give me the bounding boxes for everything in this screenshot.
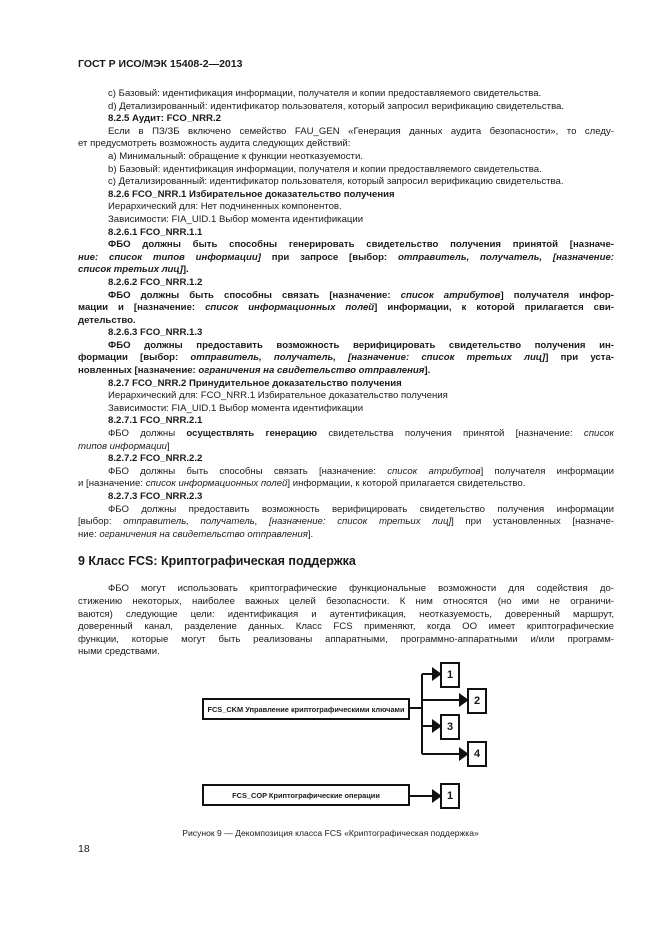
text-span: ]. xyxy=(424,365,431,377)
text-span: ]. xyxy=(307,528,314,540)
decomposition-diagram xyxy=(200,650,500,820)
family-box-fcs-ckm: FCS_CKM Управление криптографическими ключами xyxy=(202,698,410,720)
text-span: список атрибутов xyxy=(400,289,501,301)
page-number: 18 xyxy=(78,843,90,855)
section-title: 9 Класс FCS: Криптографическая поддержка xyxy=(78,554,356,569)
element-heading: 8.2.6.3 FCO_NRR.1.3 xyxy=(108,327,203,339)
text-line: Зависимости: FIA_UID.1 Выбор момента идентификации xyxy=(108,213,364,225)
text-span: ] получателя информации xyxy=(480,465,614,477)
text-span: [выбор: xyxy=(78,516,124,528)
text-line: ет предусмотреть возможность аудита следующих действий: xyxy=(78,138,351,150)
text-line: ФБО могут использовать криптографические функциональные возможности для содействия до- xyxy=(108,583,614,595)
text-span: список третьих лиц] xyxy=(78,264,183,276)
text-span: отправитель, получатель, [назначение: список третьих лиц] xyxy=(190,352,546,364)
text-line xyxy=(78,252,614,265)
subsection-heading: 8.2.7 FCO_NRR.2 Принудительное доказательство получения xyxy=(108,377,402,389)
text-line xyxy=(78,529,614,542)
text-span: ограничения на свидетельство отправления xyxy=(99,528,308,540)
text-line: b) Базовый: идентификация информации, получателя и копии предоставляемого свидетельства. xyxy=(108,163,542,175)
text-span: мации и [назначение: xyxy=(78,302,206,314)
element-heading: 8.2.7.3 FCO_NRR.2.3 xyxy=(108,491,203,502)
text-line xyxy=(78,264,614,277)
element-heading: 8.2.7.2 FCO_NRR.2.2 xyxy=(108,453,203,465)
element-heading: 8.2.7.1 FCO_NRR.2.1 xyxy=(108,415,203,427)
subsection-heading: 8.2.5 Аудит: FCO_NRR.2 xyxy=(108,113,221,125)
text-line: a) Минимальный: обращение к функции неотказуемости. xyxy=(108,150,363,162)
text-line: ФБО должны быть способны генерировать свидетельство получения принятой [назначе- xyxy=(108,239,614,251)
text-span: отправитель, получатель, [назначение: список третьих лиц] xyxy=(123,516,452,528)
text-line: Если в ПЗ/ЗБ включено семейство FAU_GEN «Генерация данных аудита безопасности», то следу- xyxy=(108,125,614,137)
text-span: ограничения на свидетельство отправления xyxy=(198,365,425,377)
text-line: ваются) следующие цели: идентификация и аутентификация, неотказуемость, доверенный маршрут, xyxy=(78,608,614,620)
text-span: свидетельства получения принятой [назначение: xyxy=(317,428,584,440)
text-line: ными средствами. xyxy=(78,646,160,658)
text-line: детельство. xyxy=(78,314,136,326)
text-line: доверенный канал, разделение данных. Класс FCS применяют, когда ОО имеет криптографические xyxy=(78,621,614,633)
text-line xyxy=(78,290,614,303)
text-span: и [назначение: xyxy=(78,478,146,490)
component-box-4: 4 xyxy=(467,741,487,767)
text-line xyxy=(78,365,614,378)
text-line: Зависимости: FIA_UID.1 Выбор момента идентификации xyxy=(108,402,364,414)
figure-caption: Рисунок 9 — Декомпозиция класса FCS «Криптографическая поддержка» xyxy=(182,828,479,838)
text-line: Иерархический для: FCO_NRR.1 Избирательное доказательство получения xyxy=(108,390,448,402)
text-span: ]. xyxy=(182,264,189,276)
component-box-2: 2 xyxy=(467,688,487,714)
family-box-fcs-cop: FCS_COP Криптографические операции xyxy=(202,784,410,806)
text-line: стижению некоторых, наиболее важных целей безопасности. К ним относятся (но ими не ограничи- xyxy=(78,595,614,607)
text-line: d) Детализированный: идентификатор пользователя, который запросил верификацию свидетельства. xyxy=(108,100,565,112)
page-header: ГОСТ Р ИСО/МЭК 15408-2—2013 xyxy=(78,58,243,70)
text-span: формации [выбор: xyxy=(78,352,191,364)
text-span: список xyxy=(583,428,614,440)
text-line xyxy=(78,441,614,454)
text-span: ] при уста- xyxy=(545,352,614,364)
text-span: ] xyxy=(167,440,170,452)
text-span: отправитель, получатель, [назначение: xyxy=(397,251,614,263)
text-span: ] получателя инфор- xyxy=(500,289,614,301)
text-span: типов информации xyxy=(78,440,167,452)
component-box-cop-1: 1 xyxy=(440,783,460,809)
text-line: c) Детализированный: идентификатор пользователя, который запросил верификацию свидетельства. xyxy=(108,176,564,188)
text-line: ФБО должны предоставить возможность верифицировать свидетельство получения информации xyxy=(108,503,614,515)
text-span: список информационных полей xyxy=(145,478,288,490)
text-span: ] информации, к которой прилагается свидетельство. xyxy=(287,478,526,490)
element-heading: 8.2.6.1 FCO_NRR.1.1 xyxy=(108,226,203,238)
text-line xyxy=(78,302,614,315)
text-span: ФБО должны xyxy=(108,428,187,440)
text-line: ФБО должны предоставить возможность верифицировать свидетельство получения ин- xyxy=(108,339,614,351)
subsection-heading: 8.2.6 FCO_NRR.1 Избирательное доказательство получения xyxy=(108,188,395,200)
element-heading: 8.2.6.2 FCO_NRR.1.2 xyxy=(108,276,203,288)
text-span: ] информации, к которой прилагается сви- xyxy=(374,302,614,314)
text-line xyxy=(78,428,614,441)
text-line: c) Базовый: идентификация информации, получателя и копии предоставляемого свидетельства. xyxy=(108,88,542,99)
text-span: осуществлять генерацию xyxy=(186,428,318,440)
text-line xyxy=(78,478,614,491)
text-line xyxy=(78,516,614,529)
component-box-3: 3 xyxy=(440,714,460,740)
text-span: ] при установленных [назначе- xyxy=(451,516,614,528)
text-span: при запросе [выбор: xyxy=(260,251,398,263)
text-span: ФБО должны быть способны связать [назначение: xyxy=(108,465,388,477)
text-span: новленных [назначение: xyxy=(78,365,199,377)
text-span: ФБО должны быть способны связать [назначение: xyxy=(108,289,401,301)
text-line xyxy=(78,466,614,479)
text-line: функции, которые могут быть реализованы аппаратными, программно-аппаратными и/или программ- xyxy=(78,633,614,645)
document-body xyxy=(78,88,614,659)
text-span: список атрибутов xyxy=(387,465,481,477)
text-span: список информационных полей xyxy=(205,302,375,314)
text-line xyxy=(78,352,614,365)
component-box-1: 1 xyxy=(440,662,460,688)
text-line: Иерархический для: Нет подчиненных компонентов. xyxy=(108,201,342,213)
text-span: ние: список типов информации] xyxy=(78,251,261,263)
text-span: ние: xyxy=(78,528,100,540)
